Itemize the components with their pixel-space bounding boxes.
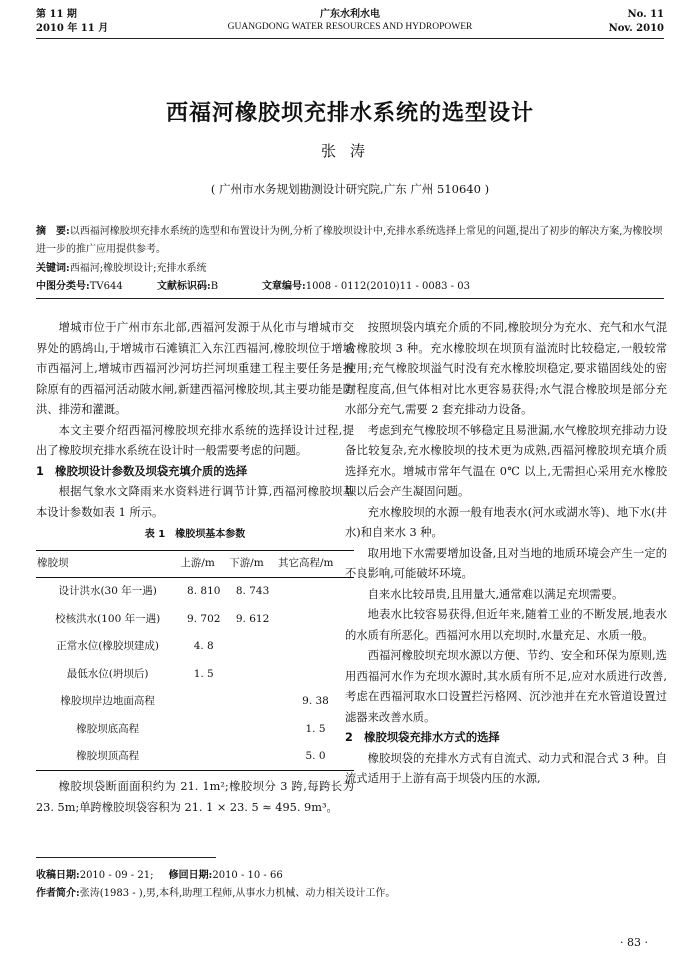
received-date: 2010 - 09 - 21; [79, 870, 154, 881]
table-header: 橡胶坝 [36, 550, 179, 577]
author-affiliation: ( 广州市水务规划勘测设计研究院,广东 广州 510640 ) [210, 182, 490, 196]
abstract-label: 摘 要: [36, 226, 70, 237]
article-id-value: 1008 - 0112(2010)11 - 0083 - 03 [305, 281, 470, 292]
revised-label: 修回日期: [168, 870, 213, 881]
table-cell: 橡胶坝顶高程 [36, 743, 179, 771]
table-cell [179, 715, 228, 743]
table-cell [277, 660, 354, 688]
doc-label: 文献标识码: [157, 281, 211, 292]
table-cell [228, 743, 277, 771]
table-1-caption: 表 1 橡胶坝基本参数 [144, 529, 246, 540]
paper-title: 西福河橡胶坝充排水系统的选型设计 [165, 100, 534, 126]
table-cell [228, 715, 277, 743]
clc-number [36, 277, 123, 292]
issue-number: 第 11 期 [36, 9, 77, 20]
abstract-rule [36, 298, 664, 299]
table-cell: 9. 38 [302, 695, 329, 707]
table-cell: 最低水位(坍坝后) [66, 667, 149, 680]
table-cell: 9. 702 [187, 612, 221, 625]
bio-label: 作者简介: [36, 888, 80, 899]
revised-date: 2010 - 10 - 66 [212, 870, 283, 881]
author-bio [36, 884, 395, 899]
table-header: 上游/m [179, 550, 228, 577]
table-cell: 8. 743 [235, 585, 270, 597]
section-1-heading: 1 橡胶坝设计参数及坝袋充填介质的选择 [36, 464, 248, 478]
table-cell: 8. 810 [187, 585, 221, 597]
author-name: 张涛 [320, 142, 379, 160]
keywords-text: 西福河;橡胶坝设计;充排水系统 [69, 263, 207, 274]
bio-text: 张涛(1983 - ),男,本科,助理工程师,从事水力机械、动力相关设计工作。 [79, 888, 396, 899]
table-cell [277, 577, 354, 605]
journal-name-en: GUANGDONG WATER RESOURCES AND HYDROPOWER [227, 22, 473, 32]
table-header-row [36, 550, 354, 577]
journal-name-cn: 广东水利水电 [320, 9, 380, 20]
dates-footnote [36, 866, 283, 881]
clc-label: 中图分类号: [36, 281, 90, 292]
table-row [36, 688, 354, 716]
table-cell: 设计洪水(30 年一遇) [58, 585, 157, 597]
abstract-text: 以西福河橡胶坝充排水系统的选型和布置设计为例,分析了橡胶坝设计中,充排水系统选择上常见的问题,提出了初步的解决方案,为橡胶坝进一步的推广应用提供参考。 [36, 226, 663, 255]
table-row [36, 577, 354, 605]
header-rule [36, 38, 664, 39]
abstract [36, 223, 666, 259]
table-row [36, 743, 354, 771]
table-row [36, 605, 354, 633]
table-cell: 1. 5 [193, 667, 214, 680]
table-cell [179, 743, 228, 771]
table-header: 其它高程/m [277, 550, 354, 577]
table-cell: 5. 0 [277, 743, 354, 771]
table-cell: 橡胶坝岸边地面高程 [60, 695, 155, 707]
table-cell: 9. 612 [235, 612, 270, 625]
table-row [36, 715, 354, 743]
fill-method-paragraph: 橡胶坝袋的充排水方式有自流式、动力式和混合式 3 种。自流式适用于上游有高于坝袋内压的水源, [345, 751, 667, 785]
issue-date: 2010 年 11 月 [36, 23, 109, 34]
table-cell: 校核洪水(100 年一遇) [55, 612, 161, 625]
received-label: 收稿日期: [36, 870, 80, 881]
groundwater-paragraph: 取用地下水需要增加设备,且对当地的地质环境会产生一定的不良影响,可能破坏环境。 [345, 546, 667, 580]
right-column [345, 318, 667, 790]
water-source-paragraph: 充水橡胶坝的水源一般有地表水(河水或湖水等)、地下水(井水)和自来水 3 种。 [345, 505, 667, 539]
keywords [36, 259, 206, 274]
clc-value: TV644 [89, 281, 123, 292]
table-cell: 正常水位(橡胶坝建成) [56, 640, 159, 652]
doc-code [157, 277, 218, 292]
table-cell: 4. 8 [193, 640, 214, 652]
table-header: 下游/m [228, 550, 277, 577]
purpose-paragraph: 本文主要介绍西福河橡胶坝充排水系统的选择设计过程,提出了橡胶坝充排水系统在设计时一般需要考虑的问题。 [36, 423, 354, 457]
table-cell: 橡胶坝底高程 [76, 722, 140, 735]
volume-paragraph: 橡胶坝袋断面面积约为 21. 1m²;橡胶坝分 3 跨,每跨长为 23. 5m;单跨橡胶坝袋容积为 21. 1 × 23. 5 ≈ 495. 9m³。 [36, 780, 354, 814]
table-cell [228, 660, 277, 688]
article-id-label: 文章编号: [262, 281, 306, 292]
page-number: · 83 · [620, 936, 648, 949]
table-cell [228, 633, 277, 661]
article-id [262, 277, 470, 292]
medium-choice-paragraph: 考虑到充气橡胶坝不够稳定且易泄漏,水气橡胶坝充排动力设备比较复杂,充水橡胶坝的技术更为成熟,西福河橡胶坝充填介质选择充水。增城市常年气温在 0℃ 以上,无需担心采用充水橡胶坝以后会产生凝固问题。 [345, 423, 667, 498]
table-cell [277, 633, 354, 661]
table-row [36, 633, 354, 661]
table-cell [228, 688, 277, 716]
table-row [36, 660, 354, 688]
table-1 [36, 550, 354, 772]
intro-paragraph: 增城市位于广州市东北部,西福河发源于从化市与增城市交界处的鸥鸪山,于增城市石滩镇汇入东江西福河,橡胶坝位于增城市西福河上,增城市西福河沙河坊拦河坝重建工程主要任务是拆除原有的西福河活动陂水闸,新建西福河橡胶坝,其主要功能是防洪、排涝和灌溉。 [36, 321, 354, 416]
issue-date-en: Nov. 2010 [608, 23, 664, 34]
table-cell [179, 688, 228, 716]
tapwater-paragraph: 自来水比较昂贵,且用量大,通常难以满足充坝需要。 [367, 587, 624, 601]
table-cell: 1. 5 [305, 722, 326, 735]
footnote-rule [36, 857, 216, 858]
doc-value: B [210, 281, 219, 292]
section-2-heading: 2 橡胶坝袋充排水方式的选择 [345, 731, 500, 744]
keywords-label: 关键词: [36, 263, 70, 274]
surface-water-paragraph: 地表水比较容易获得,但近年来,随着工业的不断发展,地表水的水质有所恶化。西福河水用以充坝时,水量充足、水质一般。 [345, 608, 667, 642]
issue-number-en: No. 11 [627, 9, 664, 20]
source-choice-paragraph: 西福河橡胶坝充坝水源以方便、节约、安全和环保为原则,选用西福河水作为充坝水源时,其水质有所不足,应对水质进行改善,考虑在西福河取水口设置拦污格网、沉沙池并在充水管道设置过滤器来改善水质。 [345, 649, 667, 724]
medium-types-paragraph: 按照坝袋内填充介质的不同,橡胶坝分为充水、充气和水气混合橡胶坝 3 种。充水橡胶坝在坝顶有溢流时比较稳定,一般较常使用;充气橡胶坝溢气时没有充水橡胶坝稳定,要求锚固线处的密封程度高,但气体相对比水更容易获得;水气混合橡胶坝是部分充水部分充气,需要 2 套充排动力设备。 [345, 321, 667, 416]
params-paragraph: 根据气象水文降雨来水资料进行调节计算,西福河橡胶坝基本设计参数如表 1 所示。 [36, 485, 354, 519]
table-cell [277, 605, 354, 633]
left-column [36, 318, 354, 818]
